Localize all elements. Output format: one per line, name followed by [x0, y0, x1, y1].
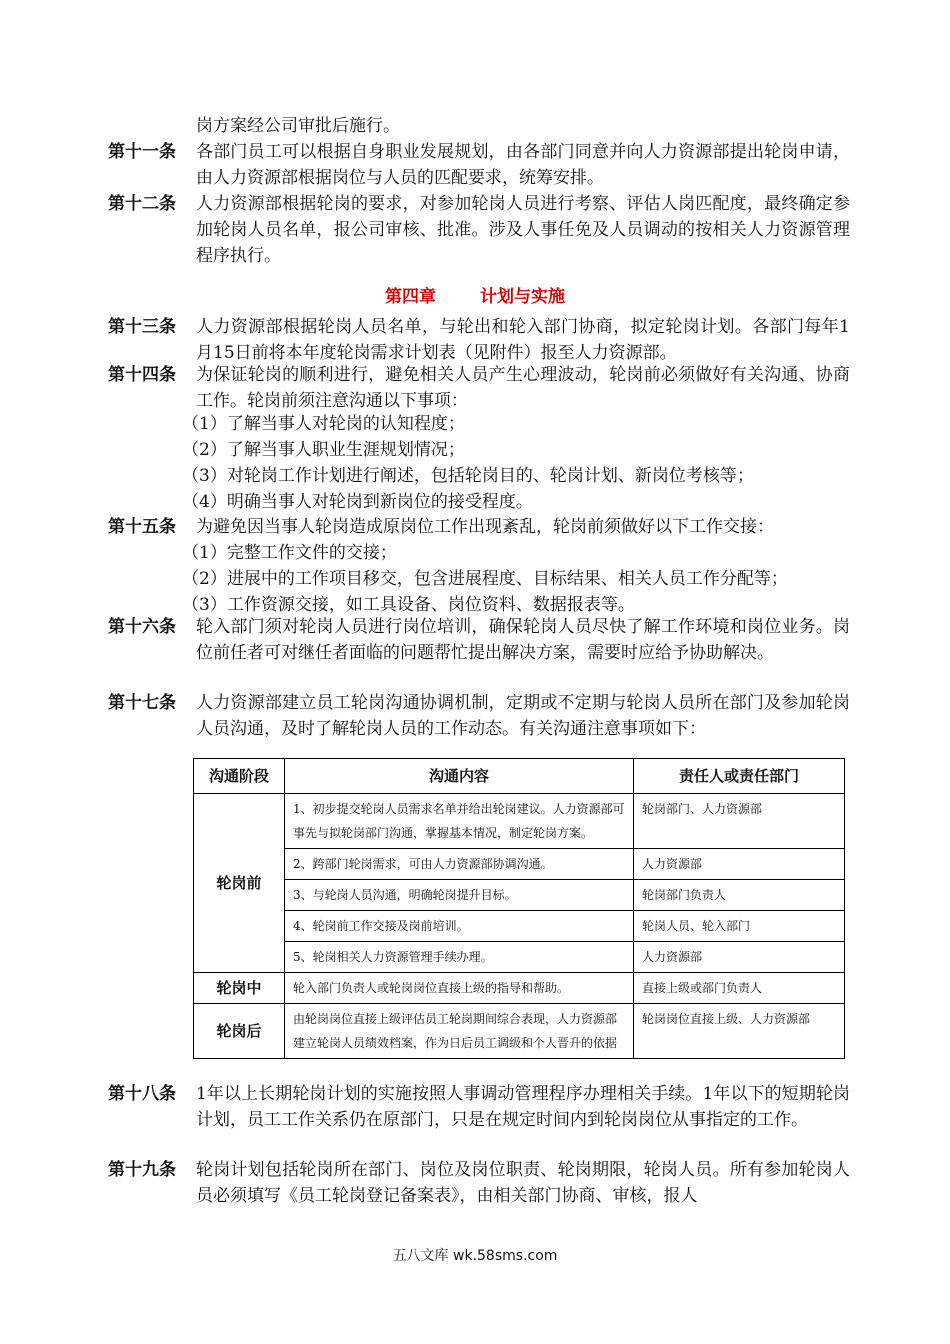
article-label: 第十七条 — [108, 693, 176, 713]
content-cell: 轮入部门负责人或轮岗岗位直接上级的指导和帮助。 — [285, 973, 634, 1004]
stage-cell: 轮岗前 — [194, 794, 285, 973]
article-label: 第十九条 — [108, 1160, 176, 1180]
article-text: 为避免因当事人轮岗造成原岗位工作出现紊乱，轮岗前须做好以下工作交接： — [196, 517, 774, 537]
article-text: 人力资源部建立员工轮岗沟通协调机制，定期或不定期与轮岗人员所在部门及参加轮岗人员沟通，及时了解轮岗人员的工作动态。有关沟通注意事项如下： — [196, 693, 850, 739]
owner-cell: 轮岗部门、人力资源部 — [634, 794, 845, 849]
article-17 — [108, 690, 850, 742]
article-12 — [108, 191, 850, 269]
table-row — [194, 942, 845, 973]
article-text: 人力资源部根据轮岗人员名单，与轮出和轮入部门协商，拟定轮岗计划。各部门每年1月15日前将本年度轮岗需求计划表（见附件）报至人力资源部。 — [196, 317, 850, 363]
table-row — [194, 1004, 845, 1059]
footer-watermark: 五八文库 wk.58sms.com — [392, 1248, 558, 1264]
chapter-heading — [0, 284, 950, 310]
stage-cell: 轮岗后 — [194, 1004, 285, 1059]
chapter-number: 第四章 — [385, 287, 436, 307]
article-text: 为保证轮岗的顺利进行，避免相关人员产生心理波动，轮岗前必须做好有关沟通、协商工作。轮岗前须注意沟通以下事项： — [196, 365, 850, 411]
article-label: 第十四条 — [108, 365, 176, 385]
article-text: 轮岗计划包括轮岗所在部门、岗位及岗位职责、轮岗期限，轮岗人员。所有参加轮岗人员必须填写《员工轮岗登记备案表》，由相关部门协商、审核，报人 — [196, 1160, 850, 1206]
table-header: 责任人或责任部门 — [634, 759, 845, 794]
article-label: 第十八条 — [108, 1084, 176, 1104]
intro-continuation: 岗方案经公司审批后施行。 — [196, 116, 400, 136]
article-label: 第十五条 — [108, 517, 176, 537]
article-11 — [108, 139, 850, 191]
article-14 — [108, 362, 850, 414]
content-cell: 5、轮岗相关人力资源管理手续办理。 — [285, 942, 634, 973]
article-text: 轮入部门须对轮岗人员进行岗位培训，确保轮岗人员尽快了解工作环境和岗位业务。岗位前任者可对继任者面临的问题帮忙提出解决方案，需要时应给予协助解决。 — [196, 617, 850, 663]
content-cell: 4、轮岗前工作交接及岗前培训。 — [285, 911, 634, 942]
article-label: 第十一条 — [108, 142, 176, 162]
article-19 — [108, 1157, 850, 1209]
owner-cell: 轮岗人员、轮入部门 — [634, 911, 845, 942]
article-text: 各部门员工可以根据自身职业发展规划，由各部门同意并向人力资源部提出轮岗申请，由人力资源部根据岗位与人员的匹配要求，统筹安排。 — [196, 142, 850, 188]
content-cell: 1、初步提交轮岗人员需求名单并给出轮岗建议。人力资源部可事先与拟轮岗部门沟通，掌握基本情况，制定轮岗方案。 — [285, 794, 634, 849]
owner-cell: 人力资源部 — [634, 849, 845, 880]
list-item: （1）了解当事人对轮岗的认知程度； — [182, 414, 465, 434]
article-text: 人力资源部根据轮岗的要求，对参加轮岗人员进行考察、评估人岗匹配度，最终确定参加轮岗人员名单，报公司审核、批准。涉及人事任免及人员调动的按相关人力资源管理程序执行。 — [196, 194, 850, 266]
owner-cell: 直接上级或部门负责人 — [634, 973, 845, 1004]
owner-cell: 人力资源部 — [634, 942, 845, 973]
article-label: 第十三条 — [108, 317, 176, 337]
content-cell: 2、跨部门轮岗需求，可由人力资源部协调沟通。 — [285, 849, 634, 880]
table-row — [194, 880, 845, 911]
owner-cell: 轮岗岗位直接上级、人力资源部 — [634, 1004, 845, 1059]
table-header: 沟通内容 — [285, 759, 634, 794]
content-cell: 3、与轮岗人员沟通，明确轮岗提升目标。 — [285, 880, 634, 911]
table-header-row — [194, 759, 845, 794]
table-row — [194, 794, 845, 849]
article-text: 1年以上长期轮岗计划的实施按照人事调动管理程序办理相关手续。1年以下的短期轮岗计划，员工工作关系仍在原部门，只是在规定时间内到轮岗岗位从事指定的工作。 — [196, 1084, 850, 1130]
table-row — [194, 849, 845, 880]
list-item: （2）进展中的工作项目移交，包含进展程度、目标结果、相关人员工作分配等； — [182, 569, 788, 589]
table-row — [194, 973, 845, 1004]
communication-table — [193, 758, 845, 1059]
list-item: （3）工作资源交接，如工具设备、岗位资料、数据报表等。 — [182, 595, 635, 615]
article-label: 第十二条 — [108, 194, 176, 214]
stage-cell: 轮岗中 — [194, 973, 285, 1004]
list-item: （3）对轮岗工作计划进行阐述，包括轮岗目的、轮岗计划、新岗位考核等； — [182, 466, 754, 486]
article-18 — [108, 1081, 850, 1133]
article-label: 第十六条 — [108, 617, 176, 637]
list-item: （2）了解当事人职业生涯规划情况； — [182, 440, 465, 460]
owner-cell: 轮岗部门负责人 — [634, 880, 845, 911]
table-header: 沟通阶段 — [194, 759, 285, 794]
content-cell: 由轮岗岗位直接上级评估员工轮岗期间综合表现，人力资源部建立轮岗人员绩效档案，作为日后员工调级和个人晋升的依据 — [285, 1004, 634, 1059]
article-13 — [108, 314, 850, 366]
article-16 — [108, 614, 850, 666]
list-item: （4）明确当事人对轮岗到新岗位的接受程度。 — [182, 492, 533, 512]
article-15 — [108, 514, 850, 540]
list-item: （1）完整工作文件的交接； — [182, 543, 397, 563]
table-row — [194, 911, 845, 942]
chapter-title: 计划与实施 — [480, 287, 565, 307]
